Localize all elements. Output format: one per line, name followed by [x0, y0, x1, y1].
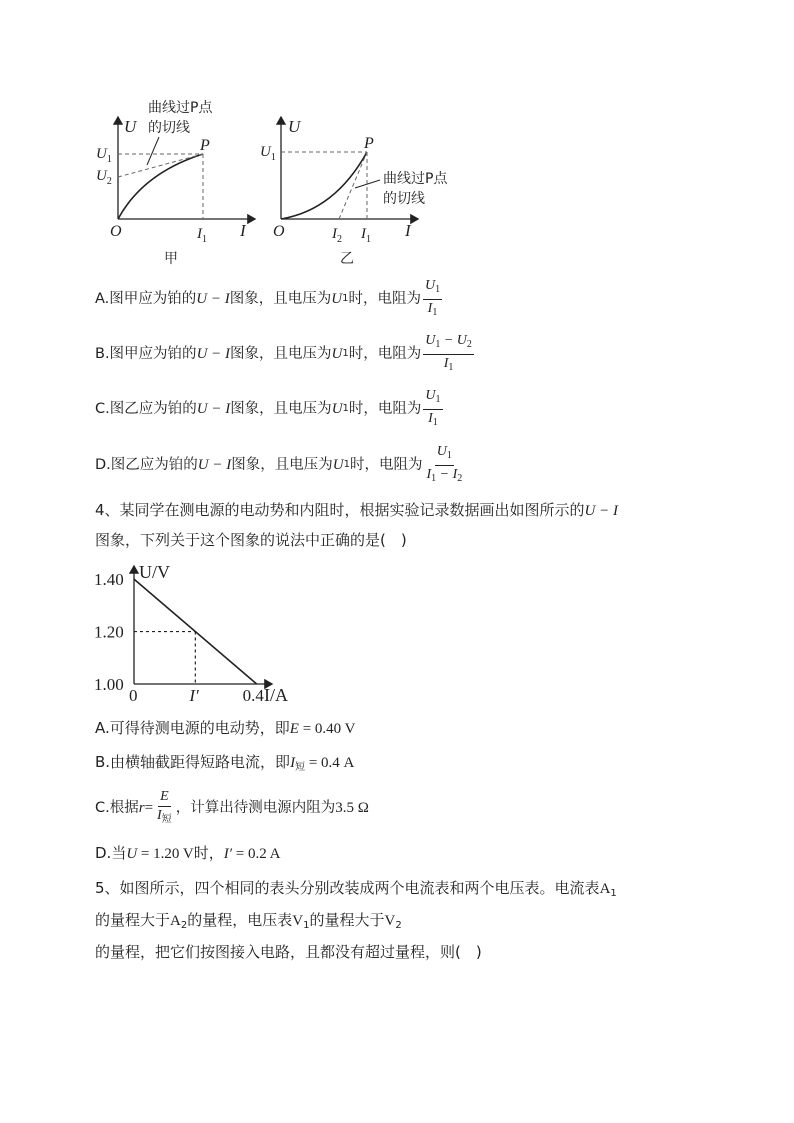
y-tick-label: 1.20 [94, 622, 124, 642]
tick-u2-label: $U_2$ [96, 168, 112, 187]
figure-yi [260, 110, 470, 270]
annotation-line1: 曲线过P点 [383, 171, 448, 187]
axis-u-label: U [124, 117, 137, 136]
q4-option-b[interactable]: B.由横轴截距得短路电流，即$I_短 = 0.4$ A [95, 753, 355, 773]
q3-option-d[interactable]: D.图乙应为铂的 U − I 图象，且电压为 U 1 时，电阻为 $\frac{U_1}{I_1 - I_2}$ [95, 445, 466, 485]
q5-line2: 的量程大于$A_2$的量程，电压表$V_1$的量程大于$V_2$ [95, 911, 402, 931]
q4-chart [92, 558, 312, 708]
figure-caption: 乙 [340, 251, 354, 267]
figure-jia [85, 95, 265, 270]
fraction: $\frac{E}{I_短}$ [157, 788, 172, 825]
q5-line1: 5、如图所示，四个相同的表头分别改装成两个电流表和两个电压表。电流表$A_1$ [95, 879, 617, 899]
annotation-line2: 的切线 [148, 120, 190, 136]
q3-option-a[interactable]: A.图甲应为铂的 U − I 图象，且电压为 U 1 时，电阻为 $\frac{U_1}{I_1}$ [95, 280, 444, 318]
tick-u1-label: $U_1$ [260, 144, 276, 163]
origin-label: O [273, 223, 285, 240]
y-axis-label: U/V [139, 562, 170, 582]
tick-i2-label: $I_2$ [332, 226, 342, 245]
annotation-line2: 的切线 [383, 191, 425, 207]
axis-i-label: I [240, 221, 246, 240]
tick-i1-label: $I_1$ [197, 226, 207, 245]
axis-i-label: I [405, 221, 411, 240]
point-p-label: P [200, 137, 210, 154]
q4-option-d[interactable]: D.当U = 1.20 V时，I′ = 0.2 A [95, 844, 281, 862]
curve [281, 152, 367, 219]
q4-stem-line1: 4、某同学在测电源的电动势和内阻时，根据实验记录数据画出如图所示的U − I [95, 501, 618, 519]
curve [118, 154, 203, 219]
annotation-pointer [147, 137, 159, 165]
fraction: $\frac{U_1 - U_2}{I_1}$ [425, 332, 472, 373]
y-tick-label: 1.40 [94, 570, 124, 590]
fraction: $\frac{U_1}{I_1}$ [425, 387, 441, 428]
x-tick-label: 0.4 [242, 686, 264, 705]
tick-u1-label: $U_1$ [96, 146, 112, 165]
origin-label: O [110, 223, 122, 240]
tick-i1-label: $I_1$ [361, 226, 371, 245]
q4-option-c[interactable]: C.根据 r = $\frac{E}{I_短}$ ，计算出待测电源内阻为 3.5 Ω [95, 788, 369, 828]
x-axis-label: I/A [264, 685, 288, 705]
q4-option-a[interactable]: A.可得待测电源的电动势，即E = 0.40 V [95, 719, 356, 737]
q3-option-b[interactable]: B.图甲应为铂的 U − I 图象，且电压为 U 1 时，电阻为 $\frac{U_1 - U_2}{I_1}$ [95, 335, 476, 373]
fraction: $\frac{U_1}{I_1}$ [424, 277, 441, 318]
fraction: $\frac{U_1}{I_1 - I_2}$ [426, 443, 463, 484]
annotation-line1: 曲线过P点 [148, 100, 213, 116]
q4-stem-line2: 图象，下列关于这个图象的说法中正确的是( ) [95, 531, 407, 549]
point-p-label: P [364, 135, 374, 152]
q5-line3: 的量程，把它们按图接入电路，且都没有超过量程，则( ) [95, 943, 482, 961]
y-tick-label: 1.00 [94, 675, 124, 694]
q3-option-c[interactable]: C.图乙应为铂的 U − I 图象，且电压为 U 1 时，电阻为 $\frac{U_1}{I_1}$ [95, 390, 445, 428]
axis-u-label: U [288, 117, 301, 136]
figure-caption: 甲 [164, 251, 178, 267]
x-tick-label: 0 [129, 686, 138, 705]
x-mark-label: I′ [189, 686, 199, 705]
